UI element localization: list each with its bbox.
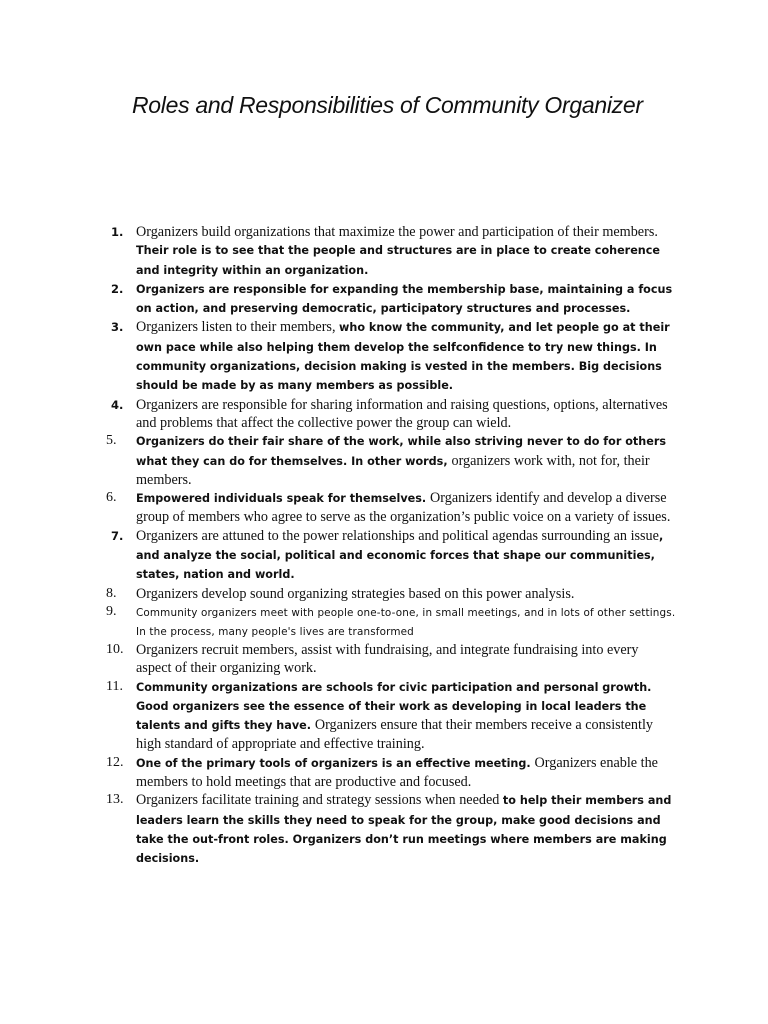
text-segment: who know the community, and let people go at their own pace while also helping them develop the selfconfidence to try new things. In community organizations, decision making is vested in the members. Big decisions should be made by as many members as possible. (136, 321, 670, 393)
list-item-number: 10. (106, 641, 124, 657)
text-segment: Their role is to see that the people and structures are in place to create coherence and integrity within an organization. (136, 244, 660, 277)
list-item (106, 641, 676, 678)
text-segment: One of the primary tools of organizers is an effective meeting. (136, 756, 535, 770)
list-item (106, 280, 676, 319)
list-item-number: 2. (111, 281, 124, 296)
text-segment: Organizers develop sound organizing strategies based on this power analysis. (136, 585, 575, 602)
list-item (106, 489, 676, 527)
document-title: Roles and Responsibilities of Community Organizer (132, 92, 643, 118)
list-item-text (136, 396, 676, 433)
text-segment: Organizers identify and develop a diverse group of members who agree to serve as the organization’s public voice on a variety of issues. (136, 490, 671, 526)
list-item (106, 223, 676, 280)
list-item-text (136, 527, 676, 585)
list-item-number: 7. (111, 528, 124, 543)
list-item-number: 1. (111, 225, 124, 239)
list-item-text (136, 223, 676, 280)
list-item-text (136, 754, 676, 792)
list-item (106, 603, 676, 641)
list-item-number: 8. (106, 585, 117, 601)
list-item-text (136, 280, 676, 319)
list-item (106, 585, 676, 603)
text-segment: Community organizers meet with people one-to-one, in small meetings, and in lots of other settings. In the process, many people's lives are transformed (136, 606, 676, 638)
list-item-text (136, 585, 676, 603)
list-item-text (136, 641, 676, 678)
list-item-number: 5. (106, 433, 117, 449)
list-item (106, 396, 676, 433)
list-item-text (136, 678, 676, 754)
text-segment: , and analyze the social, political and economic forces that shape our communities, states, nation and world. (136, 529, 664, 582)
responsibilities-list (106, 223, 676, 869)
text-segment: Organizers listen to their members, (136, 319, 340, 336)
list-item (106, 678, 676, 754)
list-item-number: 13. (106, 792, 124, 808)
list-item-number: 9. (106, 603, 117, 619)
list-item-text (136, 489, 676, 527)
list-item-text (136, 603, 676, 641)
list-item-number: 11. (106, 678, 123, 694)
list-item-text (136, 432, 676, 489)
text-segment: Organizers facilitate training and strategy sessions when needed (136, 792, 503, 809)
list-item-number: 4. (111, 397, 124, 412)
list-item-text (136, 318, 676, 395)
text-segment: Community organizations are schools for civic participation and personal growth. Good organizers see the essence of their work as developing in local leaders the talents and gifts they have. (136, 680, 652, 733)
text-segment: Organizers enable the members to hold meetings that are productive and focused. (136, 754, 658, 791)
text-segment: Organizers are responsible for expanding the membership base, maintaining a focus on action, and preserving democratic, participatory structures and processes. (136, 282, 673, 316)
text-segment: organizers work with, not for, their members. (136, 452, 650, 488)
list-item-number: 3. (111, 320, 124, 335)
text-segment: Organizers ensure that their members receive a consistently high standard of appropriate and effective training. (136, 717, 653, 753)
text-segment: to help their members and leaders learn the skills they need to speak for the group, make good decisions and take the out-front roles. Organizers don’t run meetings where members are making decisions. (136, 794, 672, 866)
list-item (106, 432, 676, 489)
text-segment: Organizers are attuned to the power relationships and political agendas surrounding an issue (136, 527, 659, 544)
text-segment: Organizers recruit members, assist with fundraising, and integrate fundraising into every aspect of their organizing work. (136, 641, 639, 677)
text-segment: Organizers build organizations that maximize the power and participation of their members. (136, 224, 658, 240)
list-item (106, 318, 676, 395)
text-segment: Empowered individuals speak for themselves. (136, 492, 431, 506)
list-item (106, 791, 676, 868)
list-item (106, 754, 676, 792)
list-item-number: 12. (106, 754, 124, 770)
list-item-text (136, 791, 676, 868)
list-item (106, 527, 676, 585)
list-item-number: 6. (106, 490, 117, 506)
text-segment: Organizers are responsible for sharing information and raising questions, options, alternatives and problems that affect the collective power the group can wield. (136, 396, 668, 431)
text-segment: Organizers do their fair share of the work, while also striving never to do for others what they can do for themselves. In other words, (136, 435, 667, 468)
